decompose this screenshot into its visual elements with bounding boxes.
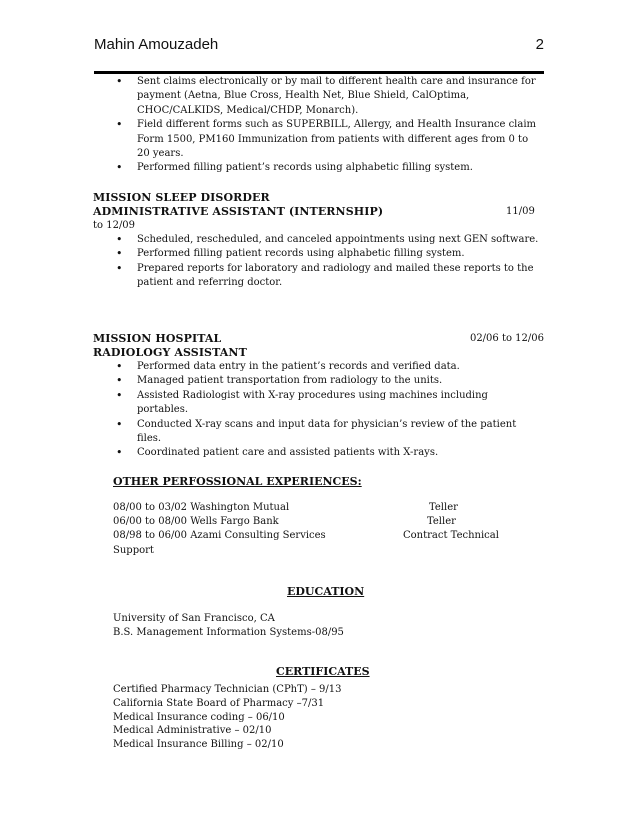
experience-role: Teller: [429, 502, 458, 513]
certificate-item: Medical Administrative – 02/10: [113, 725, 272, 736]
table-row: [113, 530, 533, 545]
table-row: [113, 516, 533, 531]
job1-org: MISSION SLEEP DISORDER: [93, 191, 270, 204]
list-item: • Managed patient transportation from radiology to the units.: [116, 374, 536, 388]
education-degree: B.S. Management Information Systems-08/95: [113, 627, 344, 638]
education-heading: EDUCATION: [287, 585, 365, 598]
job1-date-end: to 12/09: [93, 220, 136, 231]
certificates-heading: CERTIFICATES: [276, 665, 370, 678]
other-experience-heading: OTHER PERFOSSIONAL EXPERIENCES:: [113, 475, 362, 488]
header-rule: [94, 71, 544, 74]
header-name: Mahin Amouzadeh: [94, 36, 219, 53]
experience-employer: 06/00 to 08/00 Wells Fargo Bank: [113, 516, 279, 527]
job1-title: ADMINISTRATIVE ASSISTANT (INTERNSHIP): [93, 205, 384, 218]
page-header: [94, 36, 544, 58]
experience-employer: 08/98 to 06/00 Azami Consulting Services: [113, 530, 326, 541]
certificate-item: California State Board of Pharmacy –7/31: [113, 698, 325, 709]
certificate-item: Medical Insurance coding – 06/10: [113, 712, 285, 723]
experience-role-continued: Support: [113, 545, 154, 556]
certificate-item: Medical Insurance Billing – 02/10: [113, 739, 284, 750]
list-item: • Scheduled, rescheduled, and canceled appointments using next GEN software.: [116, 233, 546, 247]
experience-role: Contract Technical: [403, 530, 499, 541]
list-item: • Conducted X-ray scans and input data for physician’s review of the patient files.: [116, 418, 536, 447]
experience-employer: 08/00 to 03/02 Washington Mutual: [113, 502, 290, 513]
list-item: • Prepared reports for laboratory and radiology and mailed these reports to the patient and referring doctor.: [116, 262, 546, 291]
list-item: • Performed filling patient records using alphabetic filling system.: [116, 247, 546, 261]
list-item: • Assisted Radiologist with X-ray procedures using machines including portables.: [116, 389, 536, 418]
education-school: University of San Francisco, CA: [113, 613, 275, 624]
job2-title: RADIOLOGY ASSISTANT: [93, 346, 247, 359]
list-item: • Performed filling patient’s records using alphabetic filling system.: [116, 161, 542, 175]
job2-org: MISSION HOSPITAL: [93, 332, 222, 345]
table-row: [113, 502, 533, 517]
list-item: • Field different forms such as SUPERBILL, Allergy, and Health Insurance claim Form 1500, PM160 Immunization from patients with different ages from 0 to 20 years.: [116, 118, 542, 161]
intro-bullet-list: [116, 75, 542, 176]
job2-dates: 02/06 to 12/06: [469, 333, 544, 344]
list-item: • Performed data entry in the patient’s records and verified data.: [116, 360, 536, 374]
job2-bullet-list: [116, 360, 536, 461]
job1-date-start: 11/09: [506, 206, 535, 217]
list-item: • Coordinated patient care and assisted patients with X-rays.: [116, 446, 536, 460]
job1-bullet-list: [116, 233, 546, 291]
certificate-item: Certified Pharmacy Technician (CPhT) – 9/13: [113, 684, 342, 695]
experience-role: Teller: [427, 516, 456, 527]
page-number: 2: [535, 36, 544, 53]
list-item: • Sent claims electronically or by mail to different health care and insurance for payment (Aetna, Blue Cross, Health Net, Blue Shield, CalOptima, CHOC/CALKIDS, Medical/CHDP, Monarch).: [116, 75, 542, 118]
